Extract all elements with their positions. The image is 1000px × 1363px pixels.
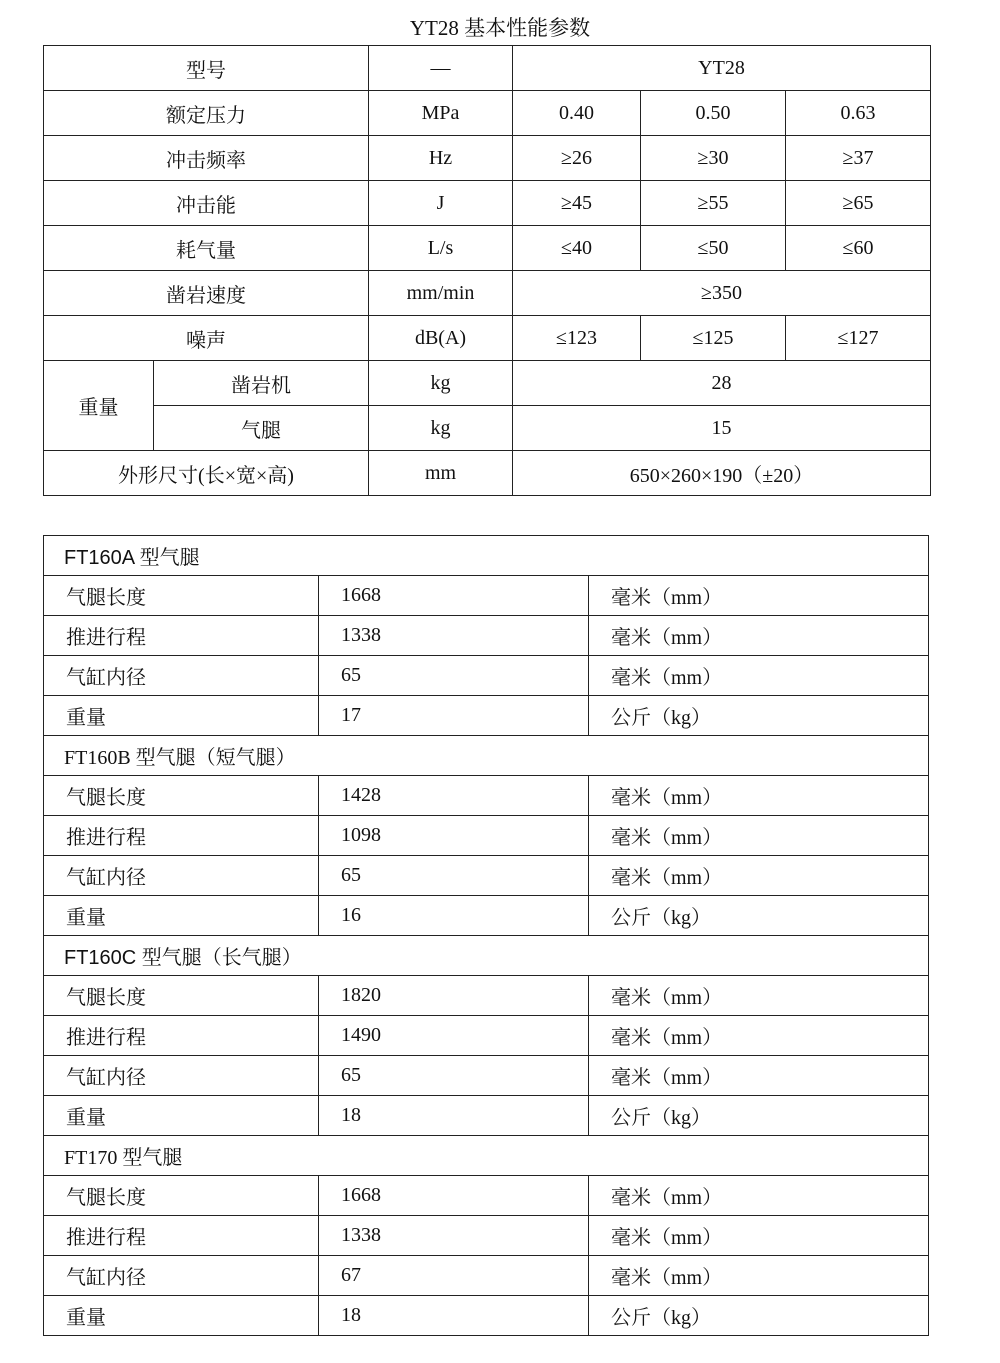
row-unit: 毫米（mm） bbox=[589, 1056, 929, 1096]
row-value: 1668 bbox=[319, 1176, 589, 1216]
section-header-row bbox=[44, 1136, 929, 1176]
table-row bbox=[44, 46, 931, 91]
param-value: ≤40 bbox=[513, 226, 641, 271]
row-unit: 毫米（mm） bbox=[589, 576, 929, 616]
row-label: 气腿长度 bbox=[44, 776, 319, 816]
param-unit: L/s bbox=[369, 226, 513, 271]
param-label: 凿岩速度 bbox=[44, 271, 369, 316]
table-row bbox=[44, 1216, 929, 1256]
table-row bbox=[44, 1016, 929, 1056]
param-value: ≥37 bbox=[786, 136, 931, 181]
table-row bbox=[44, 1176, 929, 1216]
table-row bbox=[44, 776, 929, 816]
table-row bbox=[44, 856, 929, 896]
param-unit: kg bbox=[369, 406, 513, 451]
yt28-spec-table bbox=[43, 45, 931, 496]
row-label: 重量 bbox=[44, 696, 319, 736]
table-row bbox=[44, 136, 931, 181]
param-unit: J bbox=[369, 181, 513, 226]
param-value: ≤123 bbox=[513, 316, 641, 361]
param-value: 0.50 bbox=[641, 91, 786, 136]
row-value: 1490 bbox=[319, 1016, 589, 1056]
row-unit: 毫米（mm） bbox=[589, 816, 929, 856]
section-title: FT160B 型气腿（短气腿） bbox=[44, 736, 929, 776]
table-row bbox=[44, 181, 931, 226]
row-label: 重量 bbox=[44, 1096, 319, 1136]
table-row bbox=[44, 91, 931, 136]
param-label: 重量 bbox=[44, 361, 154, 451]
row-unit: 毫米（mm） bbox=[589, 1216, 929, 1256]
row-unit: 公斤（kg） bbox=[589, 696, 929, 736]
param-value: ≥26 bbox=[513, 136, 641, 181]
table-row bbox=[44, 451, 931, 496]
section-header-row bbox=[44, 936, 929, 976]
param-value: ≥45 bbox=[513, 181, 641, 226]
row-label: 推进行程 bbox=[44, 1016, 319, 1056]
section-title: FT170 型气腿 bbox=[44, 1136, 929, 1176]
row-value: 1098 bbox=[319, 816, 589, 856]
table-row bbox=[44, 896, 929, 936]
param-label: 冲击能 bbox=[44, 181, 369, 226]
section-header-row bbox=[44, 536, 929, 576]
param-label: 额定压力 bbox=[44, 91, 369, 136]
row-unit: 毫米（mm） bbox=[589, 856, 929, 896]
row-value: 1820 bbox=[319, 976, 589, 1016]
table-row bbox=[44, 656, 929, 696]
param-unit: mm bbox=[369, 451, 513, 496]
row-value: 1428 bbox=[319, 776, 589, 816]
param-unit: kg bbox=[369, 361, 513, 406]
param-value: ≥30 bbox=[641, 136, 786, 181]
param-value: 0.40 bbox=[513, 91, 641, 136]
param-sublabel: 凿岩机 bbox=[154, 361, 369, 406]
row-label: 推进行程 bbox=[44, 1216, 319, 1256]
param-unit: mm/min bbox=[369, 271, 513, 316]
row-value: 65 bbox=[319, 656, 589, 696]
row-unit: 公斤（kg） bbox=[589, 896, 929, 936]
row-unit: 毫米（mm） bbox=[589, 1016, 929, 1056]
table-row bbox=[44, 316, 931, 361]
row-value: 1338 bbox=[319, 616, 589, 656]
air-leg-table bbox=[43, 535, 929, 1336]
param-sublabel: 气腿 bbox=[154, 406, 369, 451]
row-value: 65 bbox=[319, 856, 589, 896]
param-value: 15 bbox=[513, 406, 931, 451]
row-label: 重量 bbox=[44, 896, 319, 936]
param-value: ≤50 bbox=[641, 226, 786, 271]
row-value: 1338 bbox=[319, 1216, 589, 1256]
table-row bbox=[44, 816, 929, 856]
row-label: 推进行程 bbox=[44, 816, 319, 856]
param-value: 0.63 bbox=[786, 91, 931, 136]
row-unit: 毫米（mm） bbox=[589, 656, 929, 696]
param-label: 耗气量 bbox=[44, 226, 369, 271]
param-value: 650×260×190（±20） bbox=[513, 451, 931, 496]
table-row bbox=[44, 361, 931, 406]
row-unit: 毫米（mm） bbox=[589, 1176, 929, 1216]
row-label: 气缸内径 bbox=[44, 856, 319, 896]
table-row bbox=[44, 976, 929, 1016]
row-unit: 毫米（mm） bbox=[589, 616, 929, 656]
table-row bbox=[44, 576, 929, 616]
table-row bbox=[44, 1296, 929, 1336]
row-value: 16 bbox=[319, 896, 589, 936]
row-label: 重量 bbox=[44, 1296, 319, 1336]
page-title: YT28 基本性能参数 bbox=[409, 16, 591, 40]
section-title: FT160A 型气腿 bbox=[44, 536, 929, 576]
param-label: 外形尺寸(长×宽×高) bbox=[44, 451, 369, 496]
param-unit: dB(A) bbox=[369, 316, 513, 361]
table-row bbox=[44, 696, 929, 736]
row-label: 气腿长度 bbox=[44, 976, 319, 1016]
param-unit: — bbox=[369, 46, 513, 91]
row-unit: 公斤（kg） bbox=[589, 1096, 929, 1136]
param-value: ≥55 bbox=[641, 181, 786, 226]
row-unit: 毫米（mm） bbox=[589, 1256, 929, 1296]
row-label: 气腿长度 bbox=[44, 1176, 319, 1216]
param-value: ≥350 bbox=[513, 271, 931, 316]
table-row bbox=[44, 1256, 929, 1296]
row-label: 气腿长度 bbox=[44, 576, 319, 616]
section-header-row bbox=[44, 736, 929, 776]
row-value: 1668 bbox=[319, 576, 589, 616]
section-title: FT160C 型气腿（长气腿） bbox=[44, 936, 929, 976]
row-label: 气缸内径 bbox=[44, 656, 319, 696]
param-unit: MPa bbox=[369, 91, 513, 136]
param-value: ≤125 bbox=[641, 316, 786, 361]
table-row bbox=[44, 406, 931, 451]
param-label: 噪声 bbox=[44, 316, 369, 361]
row-value: 18 bbox=[319, 1296, 589, 1336]
row-value: 65 bbox=[319, 1056, 589, 1096]
param-value: ≤127 bbox=[786, 316, 931, 361]
row-label: 气缸内径 bbox=[44, 1056, 319, 1096]
table-row bbox=[44, 226, 931, 271]
row-unit: 毫米（mm） bbox=[589, 976, 929, 1016]
row-label: 气缸内径 bbox=[44, 1256, 319, 1296]
table-row bbox=[44, 1056, 929, 1096]
table-row bbox=[44, 616, 929, 656]
row-value: 18 bbox=[319, 1096, 589, 1136]
param-value: 28 bbox=[513, 361, 931, 406]
row-label: 推进行程 bbox=[44, 616, 319, 656]
row-value: 17 bbox=[319, 696, 589, 736]
param-value: YT28 bbox=[513, 46, 931, 91]
param-label: 冲击频率 bbox=[44, 136, 369, 181]
param-label: 型号 bbox=[44, 46, 369, 91]
param-value: ≥65 bbox=[786, 181, 931, 226]
table-row bbox=[44, 1096, 929, 1136]
row-unit: 毫米（mm） bbox=[589, 776, 929, 816]
table-row bbox=[44, 271, 931, 316]
row-value: 67 bbox=[319, 1256, 589, 1296]
param-value: ≤60 bbox=[786, 226, 931, 271]
row-unit: 公斤（kg） bbox=[589, 1296, 929, 1336]
param-unit: Hz bbox=[369, 136, 513, 181]
